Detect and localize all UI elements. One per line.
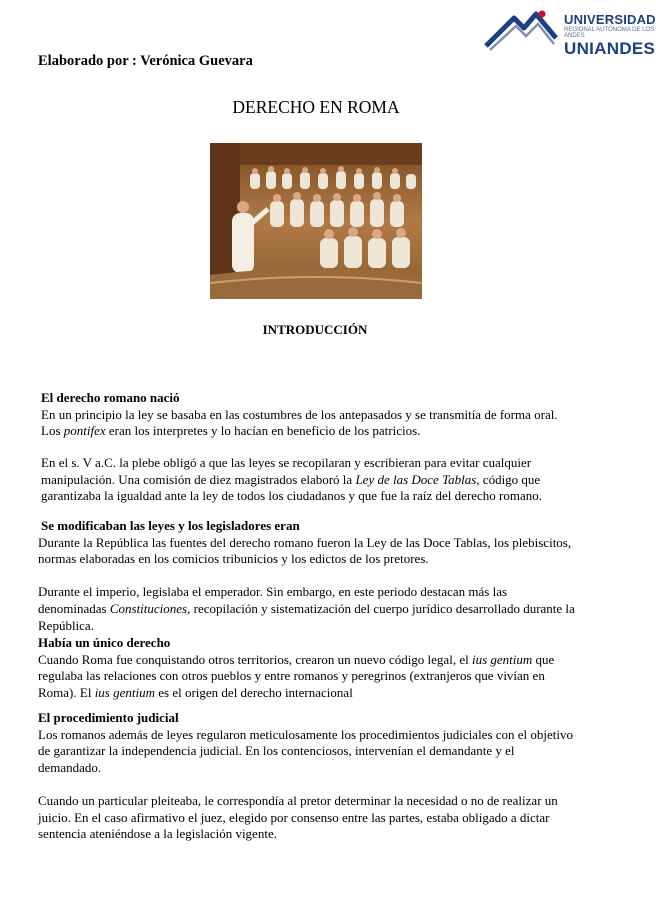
paragraph: En el s. V a.C. la plebe obligó a que las leyes se recopilaran y escribieran para evitar cualquier manipulación. Una comisión de diez magistrados elaboró la Ley de las Doce Tablas, código que garantizaba la igualdad ante la ley de todos los ciudadanos y que fue la raíz del derecho romano.	[41, 455, 543, 504]
logo-line-3: UNIANDES	[564, 39, 656, 58]
paragraph: Durante la República las fuentes del derecho romano fueron la Ley de las Doce Tablas, los plebiscitos, normas elaboradas en los comicios tribunicios y los edictos de los pretores.	[38, 534, 572, 567]
paragraph: Los romanos además de leyes regularon meticulosamente los procedimientos judiciales con el objetivo de garantizar la independencia judicial. En los contenciosos, intervenían el demandante y el demandado.	[38, 726, 574, 776]
section-heading: Había un único derecho	[38, 635, 171, 650]
paragraph: Durante el imperio, legislaba el emperador. Sin embargo, en este periodo destacan más las denominadas Constituciones, recopilación y sistematización del cuerpo jurídico desarrollado durante la República.	[38, 584, 575, 633]
section-heading: El procedimiento judicial	[38, 710, 179, 725]
paragraph: Cuando Roma fue conquistando otros territorios, crearon un nuevo código legal, el ius gentium que regulaba las relaciones con otros pueblos y entre romanos y peregrinos (extranjeros que vivían en Roma). El ius gentium es el origen del derecho internacional	[38, 651, 555, 701]
section-heading: Se modificaban las leyes y los legisladores eran	[41, 518, 300, 533]
section-single-law	[38, 635, 578, 702]
section-origin	[38, 390, 578, 440]
painting-icon	[210, 143, 422, 299]
paragraph: Los pontifex eran los interpretes y lo hacían en beneficio de los patricios.	[41, 423, 421, 439]
roman-senate-painting	[210, 143, 422, 299]
university-logo	[484, 4, 656, 58]
paragraph: En un principio la ley se basaba en las costumbres de los antepasados y se transmitía de forma oral.	[41, 406, 558, 422]
page-title: DERECHO EN ROMA	[232, 97, 400, 117]
mountain-logo-icon	[484, 4, 564, 52]
author-line: Elaborado por : Verónica Guevara	[38, 53, 253, 69]
logo-line-2: REGIONAL AUTÓNOMA DE LOS ANDES	[564, 27, 655, 39]
logo-line-1: UNIVERSIDAD	[564, 12, 656, 27]
section-twelve-tables	[38, 455, 578, 505]
paragraph: Cuando un particular pleiteaba, le correspondía al pretor determinar la necesidad o no de realizar un juicio. En el caso afirmativo el juez, elegido por consenso entre las partes, estaba obligado a dictar sentencia ateniéndose a la legislación vigente.	[38, 792, 558, 842]
section-heading: El derecho romano nació	[41, 390, 180, 405]
intro-heading: INTRODUCCIÓN	[262, 322, 368, 337]
section-legislators	[38, 518, 578, 634]
section-judicial-procedure	[38, 710, 578, 843]
